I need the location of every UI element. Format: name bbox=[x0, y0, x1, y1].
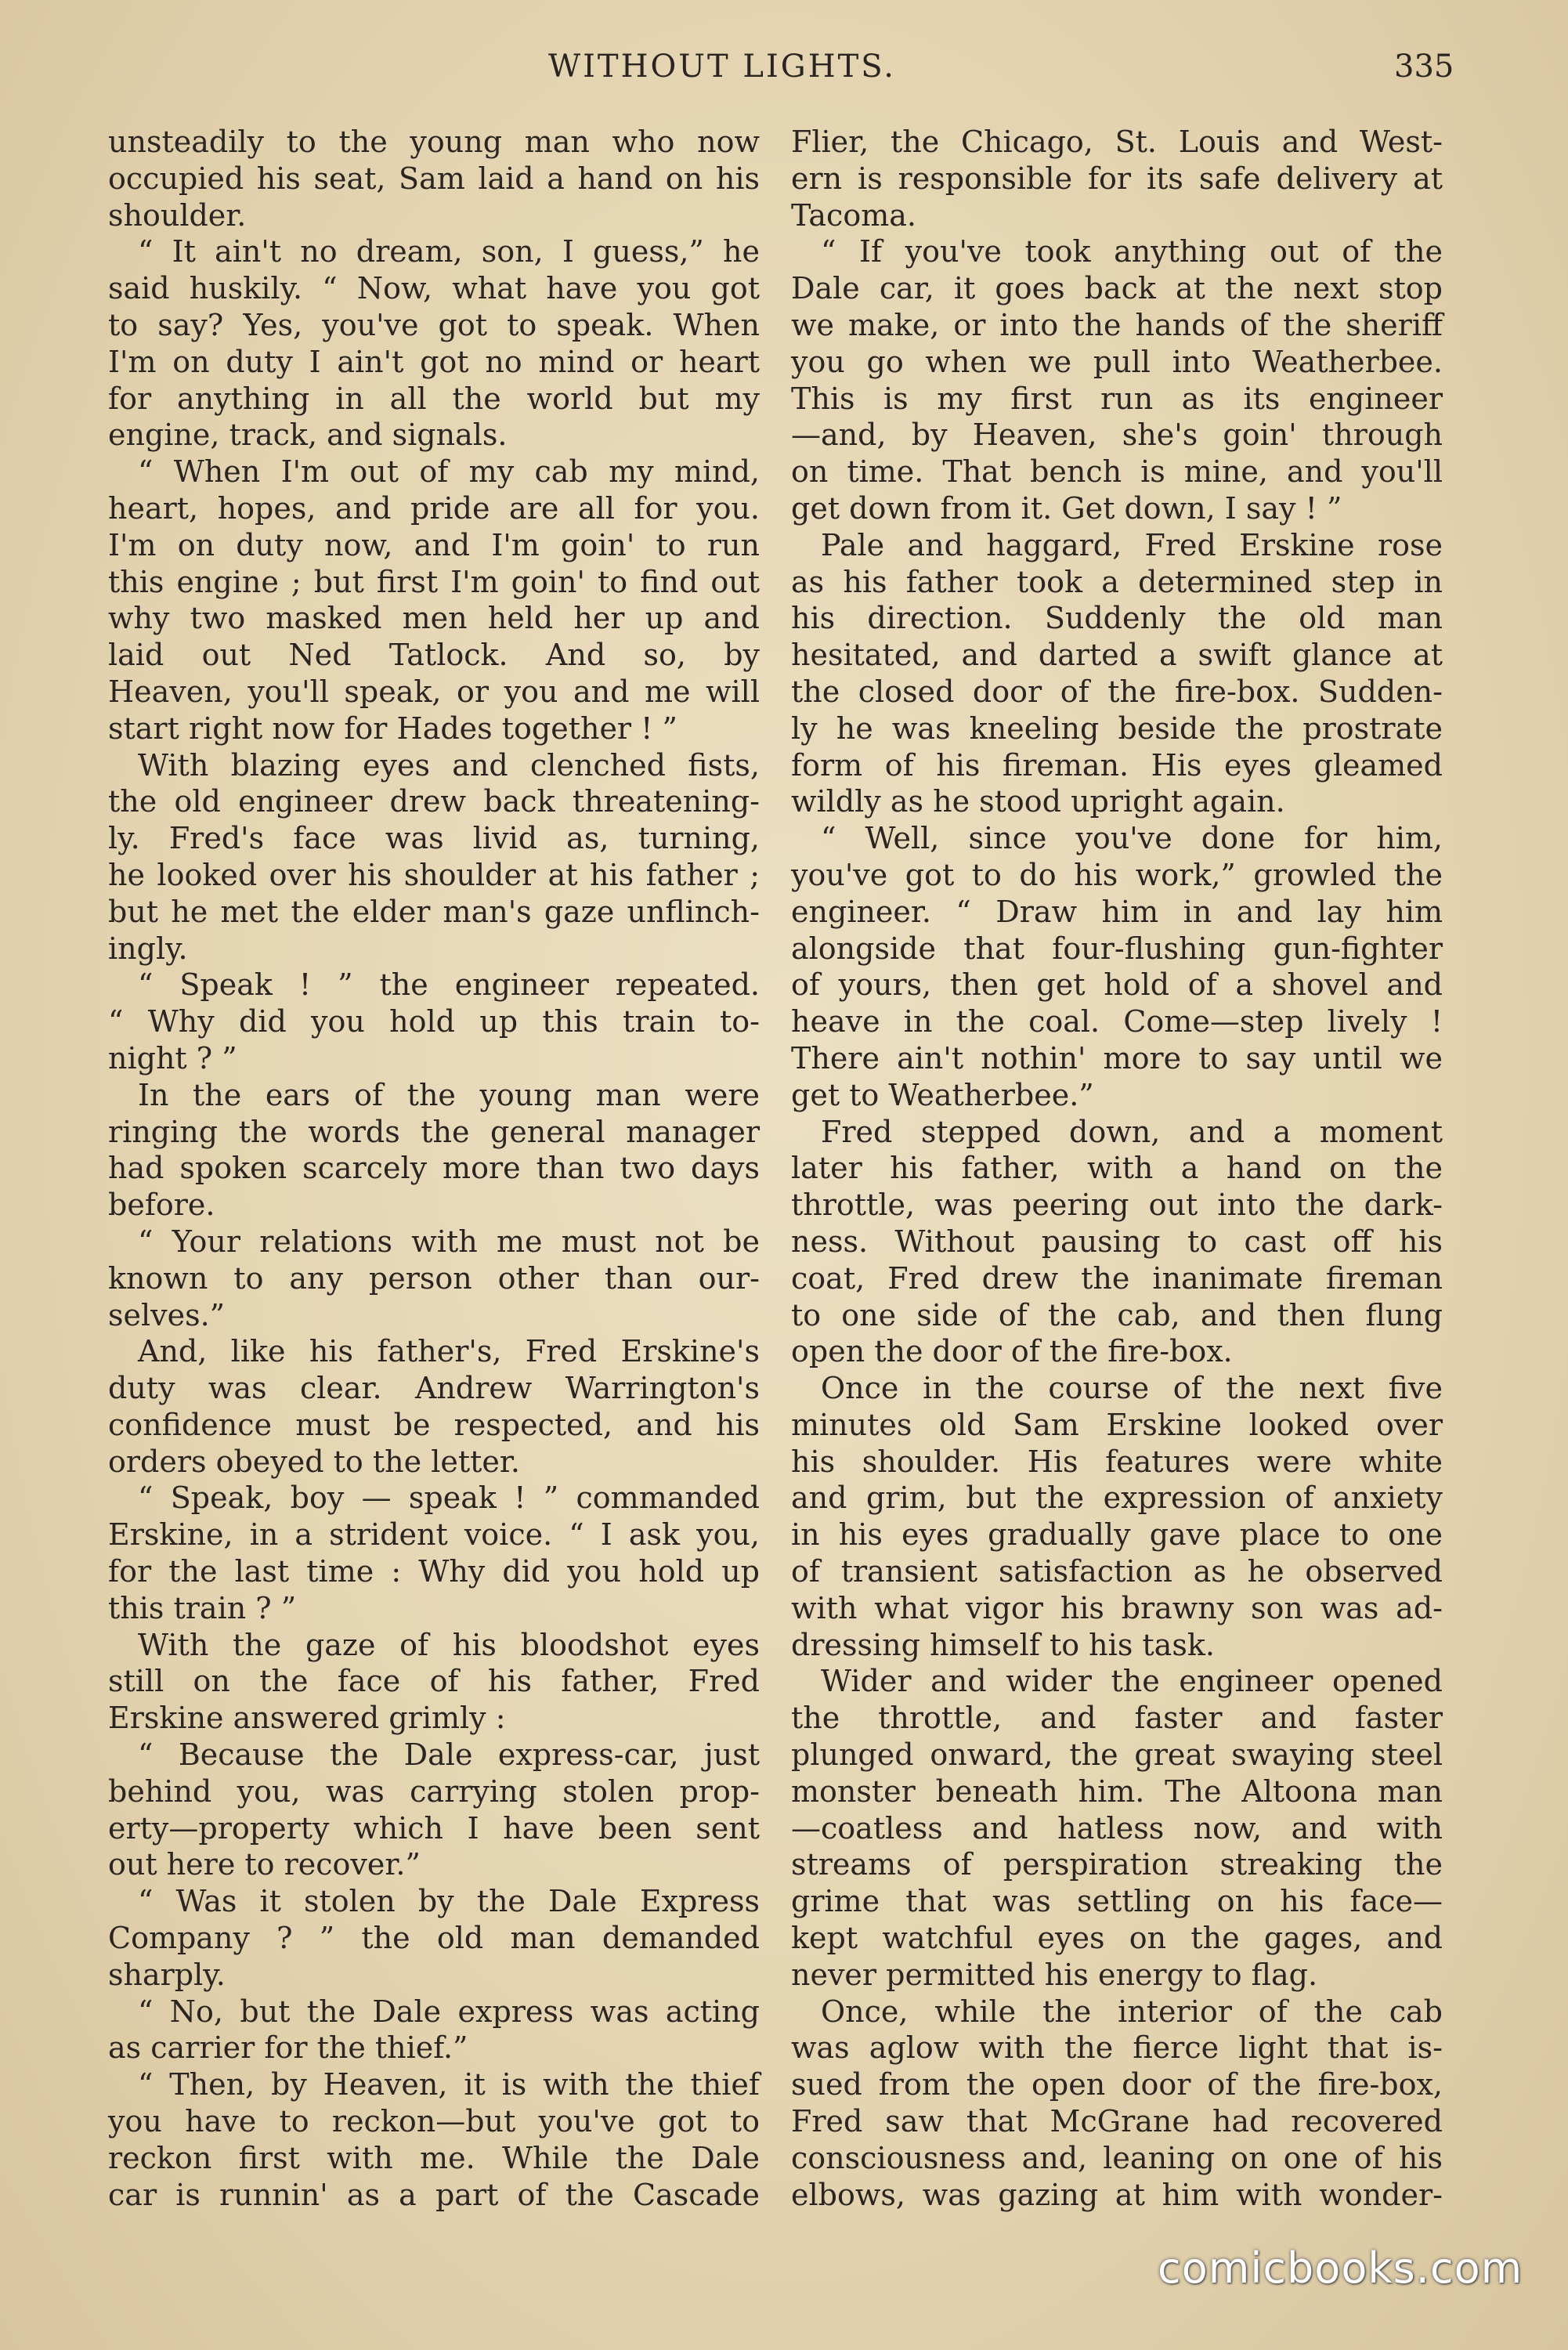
text-line: get down from it. Get down, I say ! ” bbox=[791, 490, 1342, 526]
left-text-column bbox=[108, 124, 760, 2213]
text-line: sued from the open door of the fire-box, bbox=[791, 2067, 1443, 2102]
text-line: “ It ain't no dream, son, I guess,” he bbox=[138, 234, 760, 269]
text-line: “ Because the Dale express-car, just bbox=[138, 1737, 760, 1773]
text-line: ingly. bbox=[108, 931, 188, 966]
text-line: hesitated, and darted a swift glance at bbox=[791, 638, 1443, 673]
text-line: “ Then, by Heaven, it is with the thief bbox=[138, 2067, 760, 2102]
text-line: the old engineer drew back threatening- bbox=[108, 784, 760, 819]
text-line: With blazing eyes and clenched fists, bbox=[138, 747, 760, 783]
text-line: With the gaze of his bloodshot eyes bbox=[138, 1627, 760, 1662]
text-line: Pale and haggard, Fred Erskine rose bbox=[821, 527, 1443, 562]
text-line: said huskily. “ Now, what have you got bbox=[108, 271, 760, 306]
text-line: he looked over his shoulder at his father ; bbox=[108, 857, 760, 892]
text-line: Erskine answered grimly : bbox=[108, 1701, 506, 1736]
text-line: elbows, was gazing at him with wonder- bbox=[791, 2177, 1443, 2212]
text-line: plunged onward, the great swaying steel bbox=[791, 1737, 1443, 1773]
text-line: “ No, but the Dale express was acting bbox=[138, 1994, 760, 2029]
text-line: the throttle, and faster and faster bbox=[791, 1701, 1443, 1736]
text-line: “ Well, since you've done for him, bbox=[821, 821, 1443, 856]
text-line: unsteadily to the young man who now bbox=[108, 125, 760, 159]
text-line: And, like his father's, Fred Erskine's bbox=[138, 1334, 760, 1369]
text-line: to say? Yes, you've got to speak. When bbox=[108, 307, 760, 342]
text-line: laid out Ned Tatlock. And so, by bbox=[108, 638, 760, 673]
text-line: the closed door of the fire-box. Sudden- bbox=[791, 674, 1443, 709]
text-line: Heaven, you'll speak, or you and me will bbox=[108, 674, 760, 709]
text-line: never permitted his energy to flag. bbox=[791, 1957, 1318, 1992]
text-line: out here to recover.” bbox=[108, 1847, 421, 1882]
text-line: form of his fireman. His eyes gleamed bbox=[791, 747, 1443, 783]
text-line: orders obeyed to the letter. bbox=[108, 1444, 520, 1479]
text-line: known to any person other than our- bbox=[108, 1260, 760, 1296]
text-line: engineer. “ Draw him in and lay him bbox=[791, 894, 1443, 929]
text-line: There ain't nothin' more to say until we bbox=[791, 1040, 1443, 1076]
text-line: his direction. Suddenly the old man bbox=[791, 601, 1443, 636]
text-line: ness. Without pausing to cast off his bbox=[791, 1224, 1443, 1259]
text-line: “ Your relations with me must not be bbox=[138, 1224, 760, 1259]
text-line: was aglow with the fierce light that is- bbox=[791, 2030, 1443, 2066]
text-line: we make, or into the hands of the sheriff bbox=[791, 307, 1443, 342]
text-line: reckon first with me. While the Dale bbox=[108, 2140, 760, 2175]
text-line: “ Speak ! ” the engineer repeated. bbox=[138, 967, 760, 1003]
right-text-column bbox=[791, 124, 1443, 2213]
text-line: heart, hopes, and pride are all for you. bbox=[108, 490, 760, 526]
text-line: this train ? ” bbox=[108, 1590, 297, 1625]
text-line: night ? ” bbox=[108, 1040, 237, 1076]
text-line: monster beneath him. The Altoona man bbox=[791, 1773, 1443, 1809]
text-line: confidence must be respected, and his bbox=[108, 1407, 760, 1442]
text-line: Company ? ” the old man demanded bbox=[108, 1921, 760, 1956]
watermark-logo: comicbooks.com bbox=[1158, 2243, 1523, 2293]
text-line: car is runnin' as a part of the Cascade bbox=[108, 2177, 760, 2212]
text-line: for the last time : Why did you hold up bbox=[108, 1554, 760, 1589]
text-line: dressing himself to his task. bbox=[791, 1627, 1215, 1662]
text-line: —coatless and hatless now, and with bbox=[791, 1810, 1443, 1846]
text-line: This is my first run as its engineer bbox=[791, 381, 1443, 416]
text-line: with what vigor his brawny son was ad- bbox=[791, 1590, 1443, 1625]
text-line: you have to reckon—but you've got to bbox=[108, 2104, 760, 2139]
text-line: engine, track, and signals. bbox=[108, 418, 508, 453]
text-line: “ If you've took anything out of the bbox=[821, 234, 1443, 269]
text-line: throttle, was peering out into the dark- bbox=[791, 1188, 1443, 1223]
text-line: sharply. bbox=[108, 1957, 226, 1992]
text-line: kept watchful eyes on the gages, and bbox=[791, 1921, 1443, 1956]
text-line: heave in the coal. Come—step lively ! bbox=[791, 1004, 1443, 1039]
text-line: for anything in all the world but my bbox=[108, 381, 760, 416]
text-line: Erskine, in a strident voice. “ I ask you, bbox=[108, 1517, 760, 1553]
text-line: streams of perspiration streaking the bbox=[791, 1847, 1443, 1882]
text-line: Wider and wider the engineer opened bbox=[821, 1664, 1443, 1699]
text-line: you go when we pull into Weatherbee. bbox=[791, 344, 1443, 379]
text-line: erty—property which I have been sent bbox=[108, 1810, 760, 1846]
text-line: Tacoma. bbox=[791, 197, 916, 233]
text-line: ly. Fred's face was livid as, turning, bbox=[108, 821, 760, 856]
text-line: ern is responsible for its safe delivery at bbox=[791, 161, 1443, 196]
text-line: Once, while the interior of the cab bbox=[821, 1994, 1443, 2029]
text-line: selves.” bbox=[108, 1297, 226, 1332]
text-line: to one side of the cab, and then flung bbox=[791, 1297, 1443, 1332]
text-line: but he met the elder man's gaze unflinch- bbox=[108, 894, 760, 929]
text-line: “ Why did you hold up this train to- bbox=[108, 1004, 760, 1039]
text-line: minutes old Sam Erskine looked over bbox=[791, 1407, 1443, 1442]
running-title: WITHOUT LIGHTS. bbox=[548, 49, 896, 85]
text-line: as carrier for the thief.” bbox=[108, 2030, 468, 2066]
text-line: of transient satisfaction as he observed bbox=[791, 1554, 1443, 1589]
text-line: consciousness and, leaning on one of his bbox=[791, 2140, 1443, 2175]
text-line: I'm on duty I ain't got no mind or heart bbox=[108, 344, 760, 379]
text-line: Once in the course of the next five bbox=[821, 1371, 1443, 1406]
text-line: ly he was kneeling beside the prostrate bbox=[791, 710, 1443, 746]
text-line: “ When I'm out of my cab my mind, bbox=[138, 454, 760, 490]
text-line: later his father, with a hand on the bbox=[791, 1151, 1443, 1186]
text-line: this engine ; but first I'm goin' to find out bbox=[108, 564, 760, 599]
text-line: behind you, was carrying stolen prop- bbox=[108, 1773, 760, 1809]
page-number: 335 bbox=[1394, 49, 1454, 85]
text-line: wildly as he stood upright again. bbox=[791, 784, 1285, 819]
text-line: In the ears of the young man were bbox=[138, 1077, 760, 1112]
text-line: duty was clear. Andrew Warrington's bbox=[108, 1371, 760, 1406]
text-line: shoulder. bbox=[108, 197, 247, 233]
text-line: Flier, the Chicago, St. Louis and West- bbox=[791, 125, 1443, 159]
text-line: I'm on duty now, and I'm goin' to run bbox=[108, 527, 760, 562]
text-line: get to Weatherbee.” bbox=[791, 1077, 1094, 1112]
text-line: Fred saw that McGrane had recovered bbox=[791, 2104, 1443, 2139]
text-line: as his father took a determined step in bbox=[791, 564, 1443, 599]
text-line: why two masked men held her up and bbox=[108, 601, 760, 636]
text-line: Dale car, it goes back at the next stop bbox=[791, 271, 1443, 306]
text-line: coat, Fred drew the inanimate fireman bbox=[791, 1260, 1443, 1296]
text-line: “ Was it stolen by the Dale Express bbox=[138, 1884, 760, 1919]
text-line: on time. That bench is mine, and you'll bbox=[791, 454, 1443, 490]
text-line: Fred stepped down, and a moment bbox=[821, 1114, 1443, 1149]
text-line: alongside that four-flushing gun-fighter bbox=[791, 931, 1443, 966]
text-line: still on the face of his father, Fred bbox=[108, 1664, 760, 1699]
text-line: occupied his seat, Sam laid a hand on his bbox=[108, 161, 760, 196]
text-line: in his eyes gradually gave place to one bbox=[791, 1517, 1443, 1553]
text-line: and grim, but the expression of anxiety bbox=[791, 1480, 1443, 1516]
text-line: his shoulder. His features were white bbox=[791, 1444, 1443, 1479]
text-line: —and, by Heaven, she's goin' through bbox=[791, 418, 1443, 453]
text-line: of yours, then get hold of a shovel and bbox=[791, 967, 1443, 1003]
text-line: grime that was settling on his face— bbox=[791, 1884, 1443, 1919]
text-line: you've got to do his work,” growled the bbox=[791, 857, 1443, 892]
text-line: start right now for Hades together ! ” bbox=[108, 710, 677, 746]
text-line: ringing the words the general manager bbox=[108, 1114, 760, 1149]
text-line: had spoken scarcely more than two days bbox=[108, 1151, 760, 1186]
text-line: before. bbox=[108, 1188, 215, 1223]
text-line: open the door of the fire-box. bbox=[791, 1334, 1233, 1369]
text-line: “ Speak, boy — speak ! ” commanded bbox=[138, 1480, 760, 1516]
